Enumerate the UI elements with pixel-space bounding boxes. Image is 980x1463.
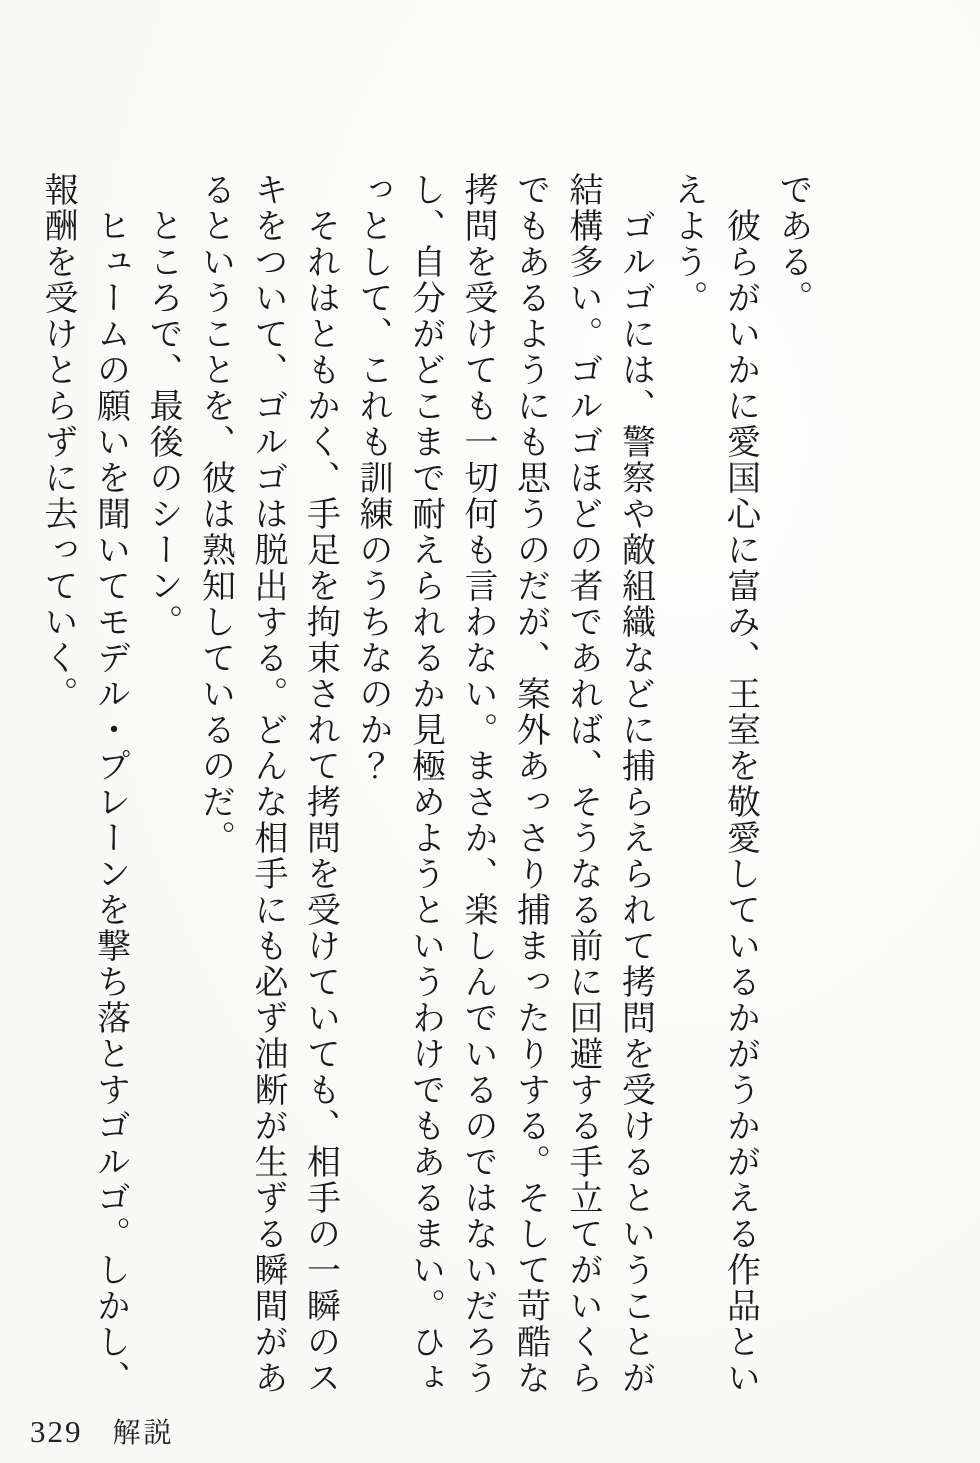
page-footer (30, 1411, 175, 1451)
text-column: 拷問を受けても一切何も言わない。まさか、楽しんでいるのではないだろう (459, 172, 496, 1396)
text-column: でもあるようにも思うのだが、案外あっさり捕まったりする。そして苛酷な (511, 172, 549, 1396)
body-text-block (31, 172, 819, 1404)
text-column: ヒュームの願いを聞いてモデル・プレーンを撃ち落とすゴルゴ。しかし、 (91, 172, 129, 1396)
text-column: ところで、最後のシーン。 (144, 172, 181, 640)
text-column: 報酬を受けとらずに去っていく。 (39, 172, 76, 712)
text-column: 彼らがいかに愛国心に富み、王室を敬愛しているかがうかがえる作品とい (721, 172, 759, 1396)
section-title: 解説 (112, 1418, 175, 1449)
text-column: である。 (774, 172, 811, 316)
text-column: るということを、彼は熟知しているのだ。 (196, 172, 234, 856)
text-column: キをついて、ゴルゴは脱出する。どんな相手にも必ず油断が生ずる瞬間があ (249, 172, 286, 1396)
page-number: 329 (30, 1414, 83, 1449)
text-column: し、自分がどこまで耐えられるか見極めようというわけでもあるまい。ひょ (406, 172, 444, 1396)
text-column: えよう。 (669, 172, 706, 316)
text-column: それはともかく、手足を拘束されて拷問を受けていても、相手の一瞬のス (301, 172, 339, 1396)
text-column: 結構多い。ゴルゴほどの者であれば、そうなる前に回避する手立てがいくら (564, 172, 601, 1396)
text-column: っとして、これも訓練のうちなのか？ (354, 172, 391, 784)
text-column: ゴルゴには、警察や敵組織などに捕らえられて拷問を受けるということが (616, 172, 654, 1396)
